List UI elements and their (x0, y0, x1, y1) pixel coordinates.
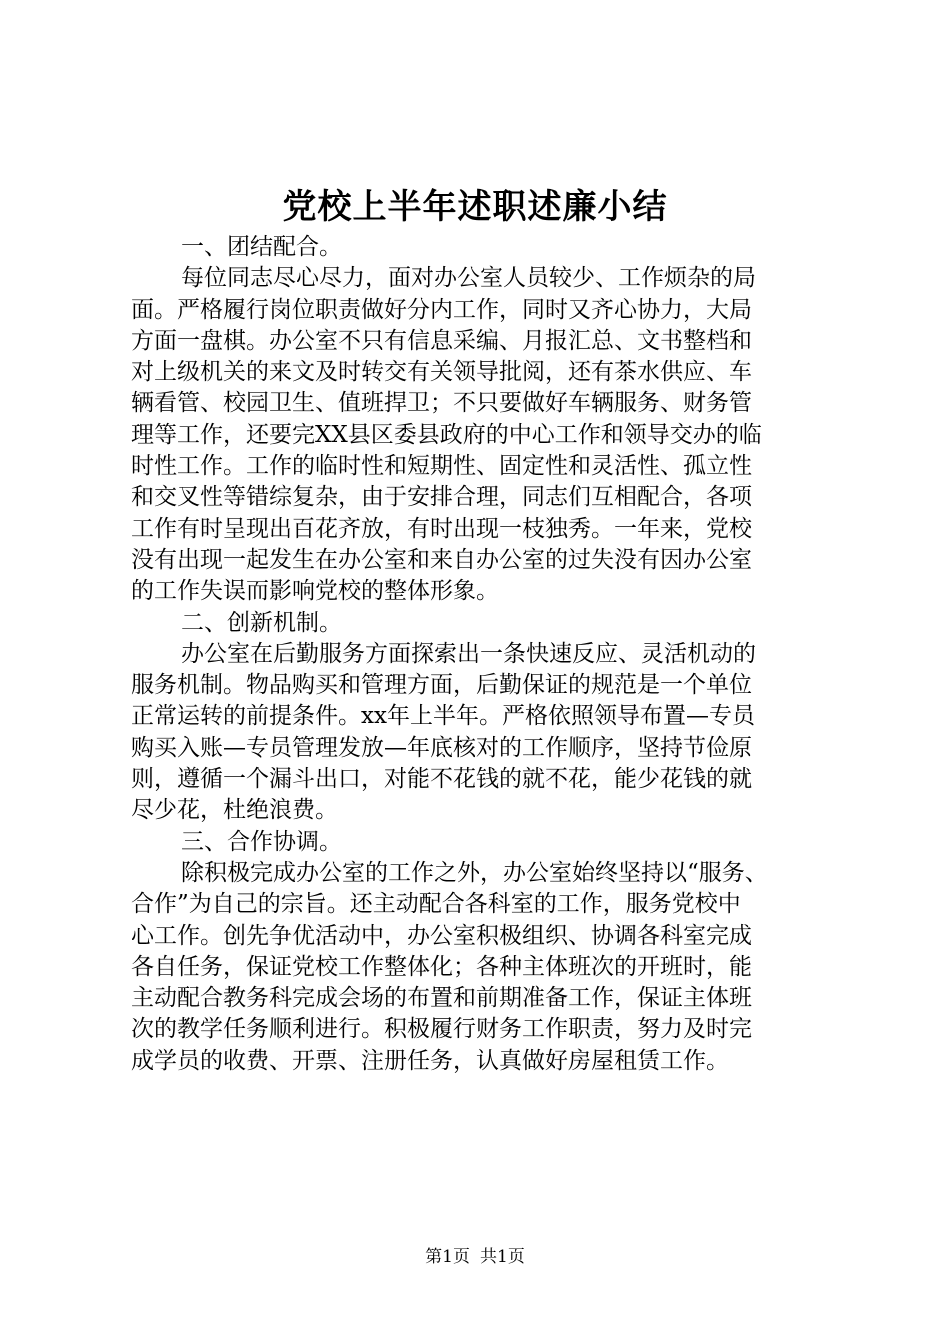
paragraph-line: 办公室在后勤服务方面探索出一条快速反应、灵活机动的 (181, 640, 756, 667)
paragraph-line: 尽少花，杜绝浪费。 (131, 797, 338, 824)
paragraph-line: 各自任务，保证党校工作整体化；各种主体班次的开班时，能 (131, 953, 752, 980)
paragraph-line: 心工作。创先争优活动中，办公室积极组织、协调各科室完成 (131, 922, 752, 949)
section-heading: 三、合作协调。 (181, 828, 342, 855)
paragraph-line: 则，遵循一个漏斗出口，对能不花钱的就不花，能少花钱的就 (131, 766, 752, 793)
paragraph-line: 和交叉性等错综复杂，由于安排合理，同志们互相配合，各项 (131, 484, 752, 511)
paragraph-line: 主动配合教务科完成会场的布置和前期准备工作，保证主体班 (131, 985, 752, 1012)
paragraph-line: 辆看管、校园卫生、值班捍卫；不只要做好车辆服务、财务管 (131, 390, 752, 417)
paragraph-line: 购买入账—专员管理发放—年底核对的工作顺序，坚持节俭原 (131, 734, 752, 761)
section-heading: 二、创新机制。 (181, 609, 342, 636)
page-footer (0, 1245, 950, 1269)
document-body (131, 232, 830, 1077)
document-title: 党校上半年述职述廉小结 (282, 187, 668, 227)
paragraph-line: 对上级机关的来文及时转交有关领导批阅，还有茶水供应、车 (131, 359, 752, 386)
paragraph-line: 理等工作，还要完XX县区委县政府的中心工作和领导交办的临 (131, 421, 762, 448)
paragraph-line: 的工作失误而影响党校的整体形象。 (131, 578, 499, 605)
paragraph-line: 没有出现一起发生在办公室和来自办公室的过失没有因办公室 (131, 546, 752, 573)
paragraph-line: 正常运转的前提条件。xx年上半年。严格依照领导布置—专员 (131, 703, 755, 730)
paragraph-line: 合作”为自己的宗旨。还主动配合各科室的工作，服务党校中 (131, 891, 741, 918)
paragraph-line: 工作有时呈现出百花齐放，有时出现一枝独秀。一年来，党校 (131, 515, 752, 542)
paragraph-line: 次的教学任务顺利进行。积极履行财务工作职责，努力及时完 (131, 1016, 752, 1043)
paragraph-line: 时性工作。工作的临时性和短期性、固定性和灵活性、孤立性 (131, 453, 752, 480)
paragraph-line: 每位同志尽心尽力，面对办公室人员较少、工作烦杂的局 (181, 265, 756, 292)
paragraph-line: 成学员的收费、开票、注册任务，认真做好房屋租赁工作。 (131, 1047, 729, 1074)
section-heading: 一、团结配合。 (181, 234, 342, 260)
paragraph-line: 服务机制。物品购买和管理方面，后勤保证的规范是一个单位 (131, 672, 752, 699)
page-number: 第1页 (425, 1247, 470, 1267)
paragraph-line: 面。严格履行岗位职责做好分内工作，同时又齐心协力，大局 (131, 296, 752, 323)
paragraph-line: 方面一盘棋。办公室不只有信息采编、月报汇总、文书整档和 (131, 327, 752, 354)
page-total: 共1页 (480, 1247, 525, 1267)
paragraph-line: 除积极完成办公室的工作之外，办公室始终坚持以“服务、 (181, 859, 768, 886)
